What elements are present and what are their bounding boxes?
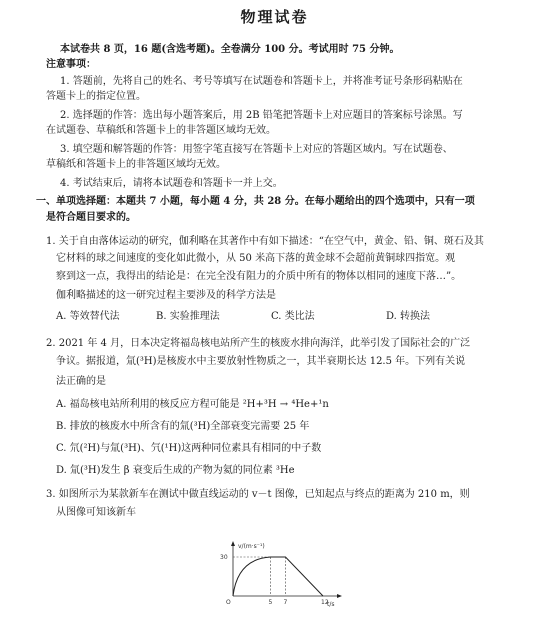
section-heading-line-2: 是符合题目要求的。	[46, 212, 136, 223]
y-axis-arrow	[231, 541, 235, 546]
x-tick-label: 5	[268, 599, 273, 606]
q1-stem-line-1: 1. 关于自由落体运动的研究，伽利略在其著作中有如下描述：“在空气中，黄金、铅、铜、斑石及其	[46, 236, 484, 247]
notes-heading: 注意事项：	[46, 59, 96, 70]
vt-graph	[215, 540, 345, 612]
q1-option-b: B. 实验推理法	[156, 311, 220, 322]
note-2-line-1: 2. 选择题的作答：选出每小题答案后，用 2B 铅笔把答题卡上对应题目的答案标号涂黑。写	[60, 110, 463, 121]
q2-option-c: C. 氘(²H)与氚(³H)、氕(¹H)这两种同位素具有相同的中子数	[56, 443, 322, 454]
note-4-line-1: 4. 考试结束后，请将本试题卷和答题卡一并上交。	[60, 178, 283, 189]
y-axis-label: v/(m·s⁻¹)	[238, 543, 265, 550]
q2-stem-line-3: 法正确的是	[56, 376, 106, 387]
origin-label: O	[226, 599, 231, 606]
q1-stem-line-3: 察到这一点，我得出的结论是：在完全没有阻力的介质中所有的物体以相同的速度下落…”。	[56, 271, 462, 282]
q2-option-d: D. 氚(³H)发生 β 衰变后生成的产物为氦的同位素 ³He	[56, 465, 295, 476]
note-1-line-2: 答题卡上的指定位置。	[46, 91, 146, 102]
q2-stem-line-1: 2. 2021 年 4 月，日本决定将福岛核电站所产生的核废水排向海洋，此举引发了国际社会的广泛	[46, 338, 471, 349]
q1-stem-line-4: 伽利略描述的这一研究过程主要涉及的科学方法是	[56, 290, 276, 301]
exam-intro: 本试卷共 8 页，16 题(含选考题)。全卷满分 100 分。考试用时 75 分钟。	[60, 44, 400, 55]
note-2-line-2: 在试题卷、草稿纸和答题卡上的非答题区域均无效。	[46, 125, 276, 136]
x-axis-label: t/s	[327, 601, 335, 608]
section-heading-line-1: 一、单项选择题：本题共 7 小题，每小题 4 分，共 28 分。在每小题给出的四个选项中，只有一项	[36, 196, 475, 207]
q1-option-a: A. 等效替代法	[56, 311, 120, 322]
x-tick-label: 7	[283, 599, 288, 606]
q1-stem-line-2: 它材料的球之间速度的变化如此微小，从 50 米高下落的黄金球不会超前黄铜球四指宽。观	[56, 253, 456, 264]
q2-option-a: A. 福岛核电站所利用的核反应方程可能是 ²H+³H → ⁴He+¹n	[56, 399, 329, 410]
x-tick-label: 12	[321, 599, 329, 606]
note-3-line-2: 草稿纸和答题卡上的非答题区域均无效。	[46, 159, 226, 170]
x-axis-arrow	[337, 594, 342, 598]
q2-stem-line-2: 争议。据报道，氚(³H)是核废水中主要放射性物质之一，其半衰期长达 12.5 年。下列有关说	[56, 356, 466, 367]
note-1-line-1: 1. 答题前，先将自己的姓名、考号等填写在试题卷和答题卡上，并将准考证号条形码粘贴在	[60, 76, 463, 87]
q1-option-c: C. 类比法	[271, 311, 315, 322]
note-3-line-1: 3. 填空题和解答题的作答：用签字笔直接写在答题卡上对应的答题区域内。写在试题卷、	[60, 144, 453, 155]
q2-option-b: B. 排放的核废水中所含有的氚(³H)全部衰变完需要 25 年	[56, 421, 310, 432]
q1-option-d: D. 转换法	[386, 311, 431, 322]
q3-stem-line-1: 3. 如图所示为某款新车在测试中做直线运动的 v－t 图像，已知起点与终点的距离为 210 m，则	[46, 489, 470, 500]
y-tick-label: 30	[220, 554, 228, 561]
q3-stem-line-2: 从图像可知该新车	[56, 507, 136, 518]
page-title: 物理试卷	[240, 8, 309, 26]
velocity-curve	[233, 557, 323, 596]
